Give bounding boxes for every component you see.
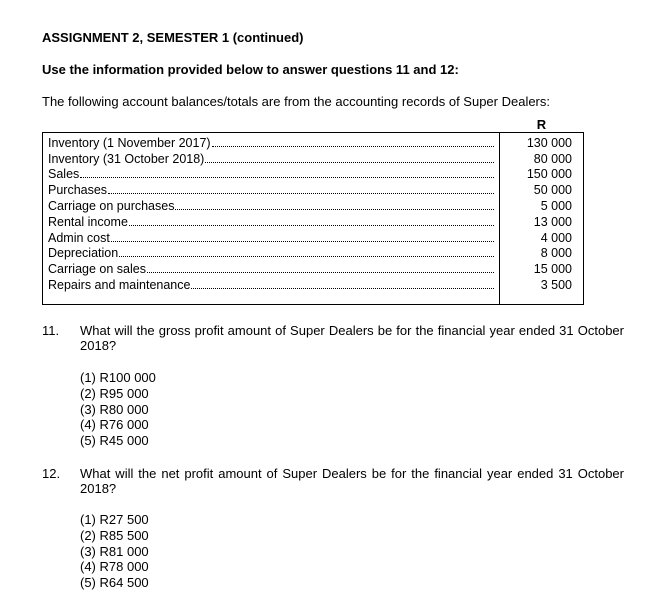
- dot-leader: [129, 222, 494, 226]
- account-label: Depreciation: [48, 246, 119, 261]
- question-number: 11.: [42, 323, 60, 338]
- account-amount: 50 000: [533, 183, 572, 198]
- dot-leader: [119, 253, 494, 257]
- account-label: Sales: [48, 167, 80, 182]
- table-row: [48, 260, 584, 276]
- dot-leader: [80, 174, 494, 178]
- option-item: (4) R76 000: [80, 417, 149, 433]
- account-label: Inventory (1 November 2017): [48, 135, 211, 150]
- account-amount: 150 000: [526, 167, 572, 182]
- table-row: [48, 213, 584, 229]
- table-row: [48, 166, 584, 182]
- account-label: Admin cost: [48, 230, 110, 245]
- account-label: Rental income: [48, 214, 128, 229]
- dot-leader: [111, 238, 494, 242]
- table-row: [48, 229, 584, 245]
- option-item: (4) R78 000: [80, 559, 149, 575]
- account-balances-table: [42, 117, 584, 305]
- page-title: ASSIGNMENT 2, SEMESTER 1 (continued): [42, 30, 304, 45]
- question-11-options: [80, 370, 156, 449]
- dot-leader: [212, 143, 494, 147]
- account-amount: 13 000: [533, 214, 572, 229]
- table-row: [48, 197, 584, 213]
- question-text: What will the net profit amount of Super Dealers be for the financial year ended 31 October 2018?: [80, 466, 624, 496]
- dot-leader: [108, 190, 494, 194]
- account-amount: 8 000: [540, 246, 572, 261]
- account-amount: 80 000: [533, 151, 572, 166]
- question-12-options: [80, 512, 149, 591]
- question-number: 12.: [42, 466, 61, 481]
- option-item: (5) R64 500: [80, 575, 149, 591]
- dot-leader: [175, 206, 494, 210]
- option-item: (5) R45 000: [80, 433, 149, 449]
- table-rows: [48, 134, 584, 292]
- option-item: (3) R81 000: [80, 543, 149, 559]
- account-label: Carriage on purchases: [48, 198, 175, 213]
- table-row: [48, 276, 584, 292]
- intro-text: The following account balances/totals are from the accounting records of Super Dealers:: [42, 94, 550, 109]
- option-item: (3) R80 000: [80, 401, 149, 417]
- table-row: [48, 150, 584, 166]
- instruction-text: Use the information provided below to answer questions 11 and 12:: [42, 62, 459, 77]
- table-row: [48, 134, 584, 150]
- account-label: Purchases: [48, 183, 108, 198]
- account-label: Inventory (31 October 2018): [48, 151, 205, 166]
- dot-leader: [205, 159, 494, 163]
- dot-leader: [191, 285, 494, 289]
- option-item: (2) R95 000: [80, 385, 149, 401]
- account-amount: 4 000: [540, 230, 572, 245]
- account-label: Carriage on sales: [48, 262, 146, 277]
- table-row: [48, 245, 584, 261]
- account-amount: 15 000: [533, 262, 572, 277]
- currency-header: R: [536, 117, 547, 132]
- account-amount: 5 000: [540, 198, 572, 213]
- account-label: Repairs and maintenance: [48, 277, 191, 292]
- dot-leader: [147, 269, 494, 273]
- account-amount: 3 500: [540, 277, 572, 292]
- question-text: What will the gross profit amount of Super Dealers be for the financial year ended 31 October 2018?: [80, 323, 624, 353]
- account-amount: 130 000: [526, 135, 572, 150]
- table-row: [48, 181, 584, 197]
- option-item: (1) R27 500: [80, 512, 149, 527]
- option-item: (1) R100 000: [80, 370, 156, 385]
- option-item: (2) R85 500: [80, 527, 149, 543]
